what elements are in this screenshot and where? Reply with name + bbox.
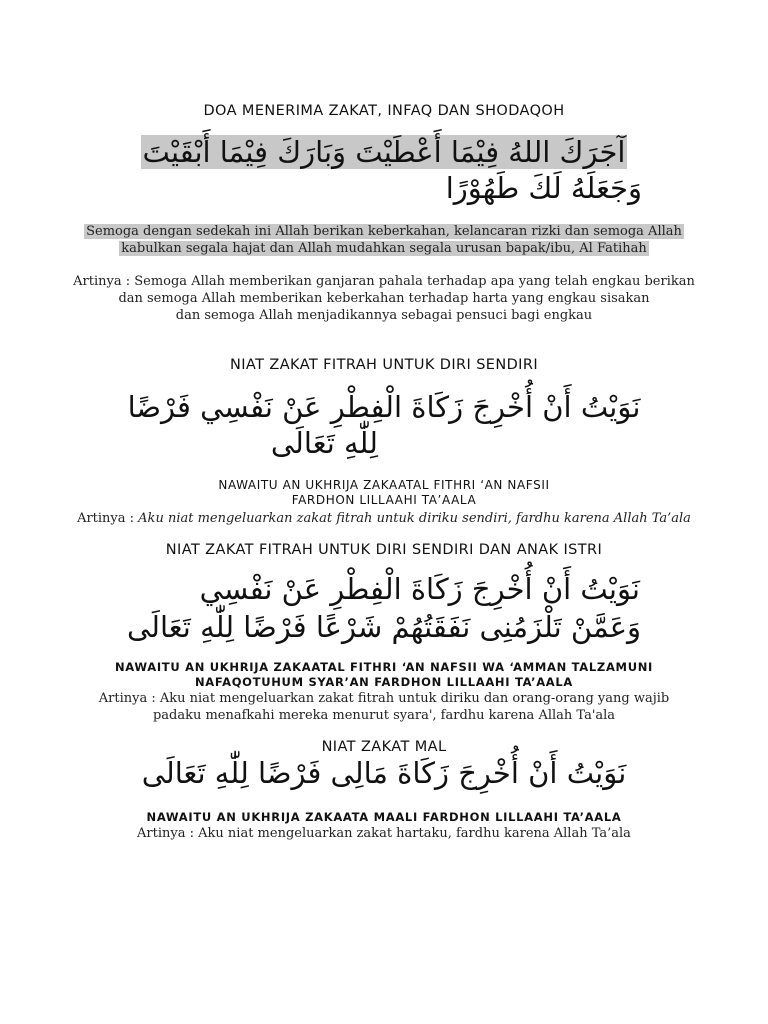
doa-arabic-line1: [0, 134, 768, 170]
doa-artinya-line2: dan semoga Allah memberikan keberkahan terhadap harta yang engkau sisakan: [118, 291, 650, 306]
doa-indonesian-line1: Semoga dengan sedekah ini Allah berikan keberkahan, kelancaran rizki dan semoga Allah: [86, 224, 682, 239]
fitrah-keluarga-arabic-line1: نَوَيْتُ أَنْ أُخْرِجَ زَكَاةَ الْفِطْرِ عَنْ نَفْسِي: [199, 572, 640, 606]
fitrah-keluarga-arabic-line2: وَعَمَّنْ تَلْزَمُنِى نَفَقَتُهُمْ شَرْعًا فَرْضًا لِلّٰهِ تَعَالَى: [126, 610, 642, 644]
fitrah-keluarga-translit-line2: NAFAQOTUHUM SYAR’AN FARDHON LILLAAHI TA’AALA: [194, 675, 574, 689]
fitrah-sendiri-heading: NIAT ZAKAT FITRAH UNTUK DIRI SENDIRI: [230, 357, 538, 373]
fitrah-keluarga-translit: [0, 660, 768, 690]
doa-arabic-line1-text: آجَرَكَ اللهُ فِيْمَا أَعْطَيْتَ وَبَارَكَ فِيْمَا أَبْقَيْتَ: [142, 135, 626, 169]
fitrah-sendiri-translit-line2: FARDHON LILLAAHI TA’AALA: [291, 493, 477, 507]
fitrah-keluarga-translit-line1: NAWAITU AN UKHRIJA ZAKAATAL FITHRI ‘AN NAFSII WA ‘AMMAN TALZAMUNI: [114, 660, 654, 674]
fitrah-sendiri-arabic-line1: نَوَيْتُ أَنْ أُخْرِجَ زَكَاةَ الْفِطْرِ عَنْ نَفْسِي فَرْضًا: [127, 390, 641, 424]
fitrah-sendiri-artinya: [0, 510, 768, 527]
doa-indonesian-line2: kabulkan segala hajat dan Allah mudahkan segala urusan bapak/ibu, Al Fatihah: [121, 241, 647, 256]
doa-artinya: [0, 273, 768, 324]
fitrah-sendiri-artinya-text: Aku niat mengeluarkan zakat fitrah untuk diriku sendiri, fardhu karena Allah Ta’ala: [138, 511, 691, 526]
fitrah-sendiri-arabic-line2: لِلّٰهِ تَعَالَى: [270, 426, 378, 460]
doa-indonesian: [0, 223, 768, 257]
fitrah-keluarga-heading: NIAT ZAKAT FITRAH UNTUK DIRI SENDIRI DAN ANAK ISTRI: [165, 542, 603, 558]
doa-arabic-line2-text: وَجَعَلَهُ لَكَ طَهُوْرًا: [445, 171, 642, 205]
fitrah-sendiri-translit: [0, 478, 768, 508]
zakat-mal-heading: NIAT ZAKAT MAL: [321, 739, 447, 755]
doa-artinya-line1: Artinya : Semoga Allah memberikan ganjaran pahala terhadap apa yang telah engkau berikan: [73, 274, 695, 289]
fitrah-sendiri-translit-line1: NAWAITU AN UKHRIJA ZAKAATAL FITHRI ‘AN NAFSII: [218, 478, 550, 492]
zakat-mal-artinya: Artinya : Aku niat mengeluarkan zakat hartaku, fardhu karena Allah Ta’ala: [137, 826, 631, 841]
fitrah-keluarga-artinya-line1: Artinya : Aku niat mengeluarkan zakat fitrah untuk diriku dan orang-orang yang wajib: [98, 691, 670, 706]
zakat-mal-translit: NAWAITU AN UKHRIJA ZAKAATA MAALI FARDHON LILLAAHI TA’AALA: [146, 810, 622, 824]
doa-arabic-line2: [446, 170, 642, 206]
doa-heading: DOA MENERIMA ZAKAT, INFAQ DAN SHODAQOH: [203, 103, 565, 119]
fitrah-keluarga-artinya-line2: padaku menafkahi mereka menurut syara', fardhu karena Allah Ta'ala: [152, 708, 616, 723]
fitrah-keluarga-artinya: [0, 690, 768, 724]
fitrah-sendiri-artinya-label: Artinya :: [77, 511, 139, 526]
doa-artinya-line3: dan semoga Allah menjadikannya sebagai pensuci bagi engkau: [175, 308, 593, 323]
zakat-mal-arabic-line1: نَوَيْتُ أَنْ أُخْرِجَ زَكَاةَ مَالِى فَرْضًا لِلّٰهِ تَعَالَى: [141, 756, 627, 790]
